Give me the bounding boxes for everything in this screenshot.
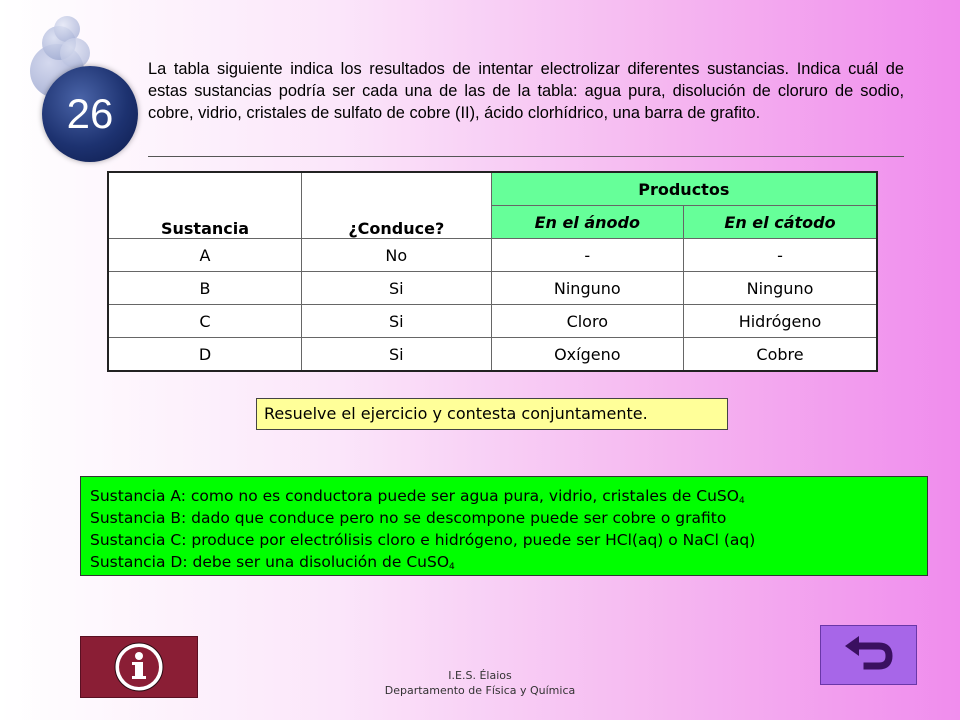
table-row [108,338,877,372]
answer-line-d: Sustancia D: debe ser una disolución de CuSO$_4$ [90,553,455,572]
cell-conducts: No [302,239,492,272]
slide-number-badge [42,66,138,162]
answer-box [80,476,928,576]
footer [340,668,620,698]
table-row [108,272,877,305]
cell-anode: Oxígeno [491,338,683,372]
answer-line-a: Sustancia A: como no es conductora puede ser agua pura, vidrio, cristales de CuSO$_4$ [90,487,745,506]
cell-cathode: Ninguno [683,272,877,305]
info-icon [81,637,197,697]
cell-substance: B [108,272,302,305]
divider [148,156,904,157]
header-anode: En el ánodo [491,206,683,239]
cell-conducts: Si [302,305,492,338]
cell-cathode: Hidrógeno [683,305,877,338]
cell-conducts: Si [302,338,492,372]
cell-anode: Ninguno [491,272,683,305]
cell-cathode: Cobre [683,338,877,372]
table-row [108,239,877,272]
cell-anode: Cloro [491,305,683,338]
return-arrow-icon [821,626,916,684]
exercise-statement: La tabla siguiente indica los resultados de intentar electrolizar diferentes sustancias. Indica cuál de estas sustancias podría ser cada una de las de la tabla: agua pura, disolución de cloruro de sodio, cobre, vidrio, cristales de sulfato de cobre (II), ácido clorhídrico, una barra de grafito. [148,60,904,122]
slide-number: 26 [66,90,114,137]
school-name: I.E.S. Élaios [448,669,512,682]
answer-line-b: Sustancia B: dado que conduce pero no se descompone puede ser cobre o grafito [90,509,727,527]
electrolysis-results-table [107,171,878,372]
header-conducts: ¿Conduce? [302,172,492,239]
answer-line-c: Sustancia C: produce por electrólisis cloro e hidrógeno, puede ser HCl(aq) o NaCl (aq) [90,531,756,549]
cell-substance: D [108,338,302,372]
header-products: Productos [491,172,877,206]
department-name: Departamento de Física y Química [384,684,576,697]
header-substance: Sustancia [108,172,302,239]
task-instruction-box: Resuelve el ejercicio y contesta conjuntamente. [256,398,728,430]
cell-substance: C [108,305,302,338]
cell-conducts: Si [302,272,492,305]
info-button[interactable] [80,636,198,698]
cell-anode: - [491,239,683,272]
header-cathode: En el cátodo [683,206,877,239]
decorative-bubble [60,38,90,68]
cell-cathode: - [683,239,877,272]
cell-substance: A [108,239,302,272]
table-row [108,305,877,338]
back-button[interactable] [820,625,917,685]
